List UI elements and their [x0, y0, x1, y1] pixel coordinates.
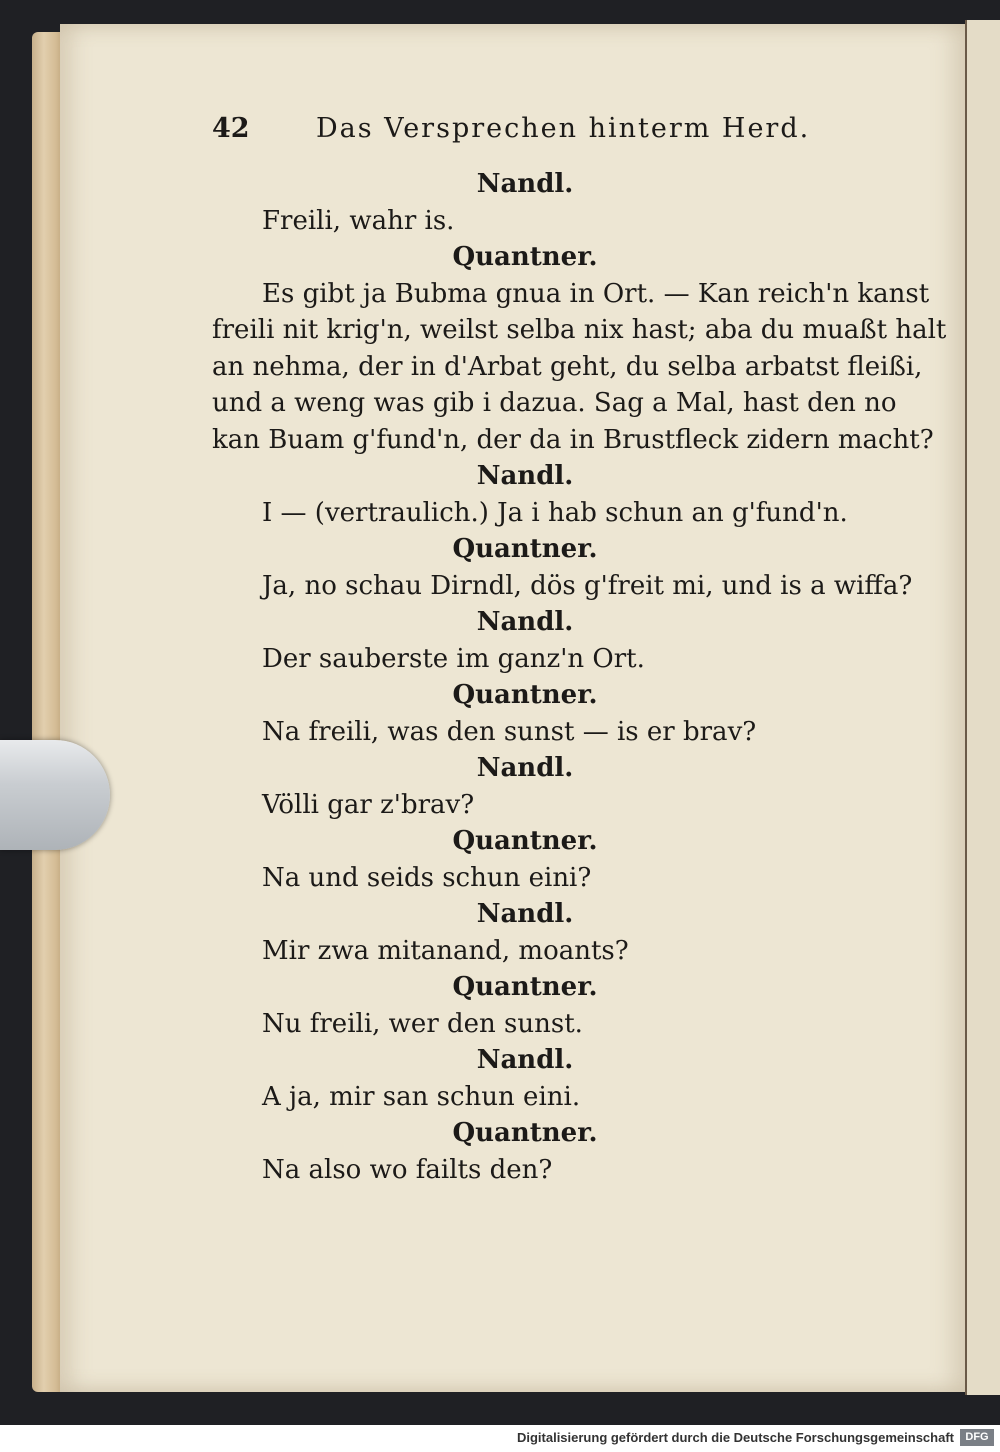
- dialogue-line: Es gibt ja Bubma gnua in Ort. — Kan reich'n kanst: [262, 278, 930, 309]
- dialogue-line: A ja, mir san schun eini.: [262, 1081, 581, 1112]
- page-header: [212, 113, 832, 153]
- running-title: Das Versprechen hinterm Herd.: [316, 113, 811, 144]
- dfg-logo: DFG: [960, 1429, 994, 1446]
- dialogue-line: freili nit krig'n, weilst selba nix hast; aba du muaßt halt: [212, 315, 947, 345]
- speaker-name: Quantner.: [452, 534, 598, 564]
- speaker-name: Nandl.: [476, 1045, 574, 1075]
- dialogue-line: Na freili, was den sunst — is er brav?: [262, 716, 757, 747]
- dialogue-line: Ja, no schau Dirndl, dös g'freit mi, und is a wiffa?: [262, 570, 913, 601]
- dialogue-line: Na also wo failts den?: [262, 1154, 553, 1185]
- dialogue-line: Völli gar z'brav?: [262, 789, 475, 820]
- speaker-name: Quantner.: [452, 1118, 598, 1148]
- facing-page-edge: [965, 20, 1000, 1395]
- speaker-name: Quantner.: [452, 972, 598, 1002]
- speaker-name: Nandl.: [476, 607, 574, 637]
- funding-credit: Digitalisierung gefördert durch die Deutsche Forschungsgemeinschaft: [516, 1430, 954, 1445]
- footer-bar: [0, 1425, 1000, 1452]
- speaker-name: Nandl.: [476, 899, 574, 929]
- page-holder-clip: [0, 740, 110, 850]
- dialogue-line: Der sauberste im ganz'n Ort.: [262, 643, 645, 674]
- dialogue-line: Mir zwa mitanand, moants?: [262, 935, 629, 966]
- dialogue-line: Nu freili, wer den sunst.: [262, 1008, 583, 1039]
- speaker-name: Quantner.: [452, 826, 598, 856]
- dialogue-line: kan Buam g'fund'n, der da in Brustfleck zidern macht?: [212, 424, 934, 455]
- speaker-name: Nandl.: [476, 753, 574, 783]
- dialogue-line: an nehma, der in d'Arbat geht, du selba arbatst fleißi,: [212, 351, 923, 382]
- dialogue-line: Freili, wahr is.: [262, 205, 455, 236]
- speaker-name: Quantner.: [452, 680, 598, 710]
- speaker-name: Nandl.: [476, 461, 574, 491]
- page-text: [212, 166, 947, 1188]
- speaker-name: Nandl.: [476, 169, 574, 199]
- page-number: 42: [212, 113, 250, 144]
- speaker-name: Quantner.: [452, 242, 598, 272]
- dialogue-line: Na und seids schun eini?: [262, 862, 592, 893]
- dialogue-line: und a weng was gib i dazua. Sag a Mal, hast den no: [212, 388, 897, 418]
- dialogue-line: I — (vertraulich.) Ja i hab schun an g'fund'n.: [262, 497, 848, 528]
